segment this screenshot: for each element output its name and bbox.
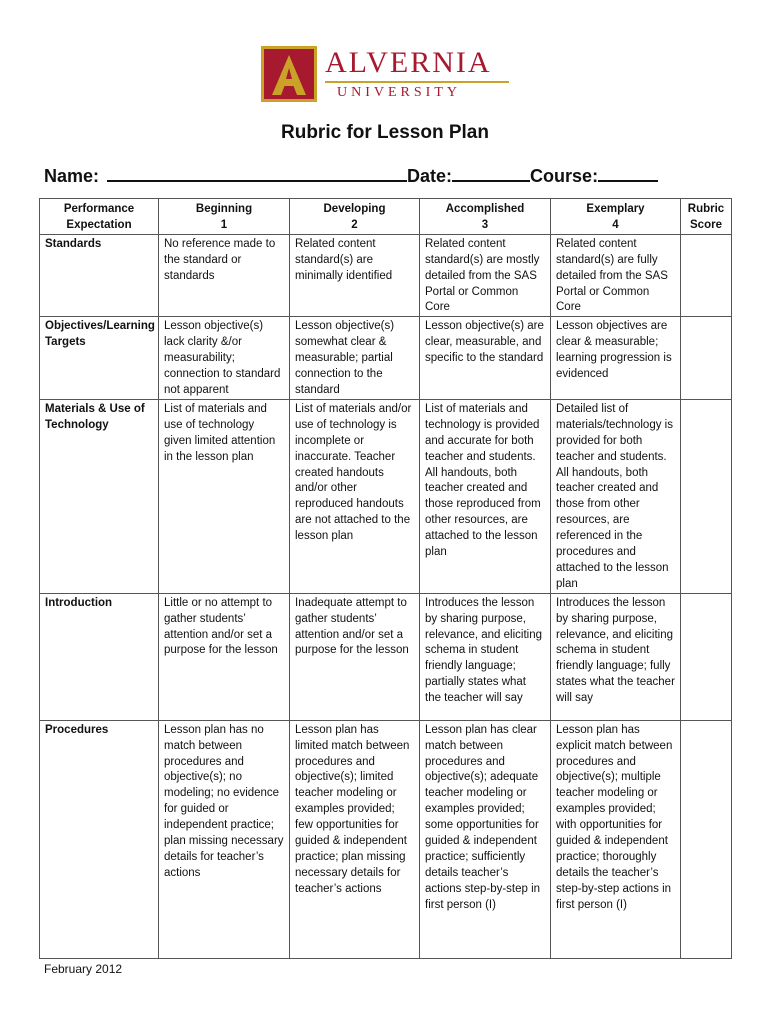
- cell-exemplary: Lesson objectives are clear & measurable; learning progression is evidenced: [551, 317, 681, 400]
- name-label: Name:: [44, 166, 100, 186]
- cell-beginning: No reference made to the standard or standards: [159, 234, 290, 317]
- logo-rule: [325, 81, 509, 83]
- cell-accomplished: Related content standard(s) are mostly detailed from the SAS Portal or Common Core: [420, 234, 551, 317]
- page-title: Rubric for Lesson Plan: [281, 122, 489, 143]
- date-field[interactable]: [452, 162, 530, 182]
- university-logo: [261, 46, 511, 104]
- date-label: Date:: [407, 166, 453, 186]
- cell-developing: Lesson objective(s) somewhat clear & measurable; partial connection to the standard: [290, 317, 420, 400]
- logo-name: ALVERNIA: [325, 46, 492, 79]
- logo-subtitle: UNIVERSITY: [337, 85, 461, 100]
- header-beginning: Beginning 1: [159, 199, 290, 235]
- footer-date: February 2012: [44, 962, 123, 976]
- cell-developing: Inadequate attempt to gather students’ attention and/or set a purpose for the lesson: [290, 593, 420, 720]
- table-row: [40, 317, 732, 400]
- cell-exemplary: Lesson plan has explicit match between procedures and objective(s); multiple teacher modeling or examples provided; with opportunities for guided & independent practice; thoroughly details the teacher’s step-by-step actions in first person (I): [551, 720, 681, 958]
- logo-a-mark-icon: [261, 46, 317, 102]
- name-field[interactable]: [107, 162, 407, 182]
- cell-developing: List of materials and/or use of technology is incomplete or inaccurate. Teacher created handouts and/or other reproduced handouts are not attached to the lesson plan: [290, 399, 420, 593]
- cell-accomplished: Lesson plan has clear match between procedures and objective(s); adequate teacher modeling or examples provided; some opportunities for guided & independent practice; sufficiently details teacher’s actions step-by-step in first person (I): [420, 720, 551, 958]
- score-cell[interactable]: [681, 234, 732, 317]
- header-exemplary: Exemplary 4: [551, 199, 681, 235]
- cell-accomplished: List of materials and technology is provided and accurate for both teacher and students. All handouts, both teacher created and those reproduced from other resources, are attached to the lesson plan: [420, 399, 551, 593]
- header-developing: Developing 2: [290, 199, 420, 235]
- cell-beginning: Lesson objective(s) lack clarity &/or measurability; connection to standard not apparent: [159, 317, 290, 400]
- cell-developing: Related content standard(s) are minimally identified: [290, 234, 420, 317]
- cell-beginning: Lesson plan has no match between procedures and objective(s); no modeling; no evidence for guided or independent practice; plan missing necessary details for teacher’s actions: [159, 720, 290, 958]
- header-rubric-score: Rubric Score: [681, 199, 732, 235]
- cell-exemplary: Introduces the lesson by sharing purpose, relevance, and eliciting schema in student friendly language; fully states what the teacher will say: [551, 593, 681, 720]
- cell-developing: Lesson plan has limited match between procedures and objective(s); limited teacher modeling or examples provided; few opportunities for guided & independent practice; plan missing necessary details for teacher’s actions: [290, 720, 420, 958]
- score-cell[interactable]: [681, 720, 732, 958]
- row-label: Objectives/Learning Targets: [40, 317, 159, 400]
- table-row: [40, 399, 732, 593]
- row-label: Standards: [40, 234, 159, 317]
- cell-accomplished: Introduces the lesson by sharing purpose, relevance, and eliciting schema in student friendly language; partially states what the teacher will say: [420, 593, 551, 720]
- header-performance: Performance Expectation: [40, 199, 159, 235]
- table-row: [40, 720, 732, 958]
- row-label: Introduction: [40, 593, 159, 720]
- cell-beginning: Little or no attempt to gather students’ attention and/or set a purpose for the lesson: [159, 593, 290, 720]
- table-row: [40, 593, 732, 720]
- score-cell[interactable]: [681, 317, 732, 400]
- score-cell[interactable]: [681, 399, 732, 593]
- course-field[interactable]: [598, 162, 658, 182]
- cell-beginning: List of materials and use of technology given limited attention in the lesson plan: [159, 399, 290, 593]
- cell-exemplary: Detailed list of materials/technology is provided for both teacher and students. All handouts, both teacher created and those from other resources, are referenced in the procedures and attached to the lesson plan: [551, 399, 681, 593]
- form-line: [44, 162, 658, 187]
- rubric-table: [39, 198, 732, 959]
- cell-exemplary: Related content standard(s) are fully detailed from the SAS Portal or Common Core: [551, 234, 681, 317]
- score-cell[interactable]: [681, 593, 732, 720]
- cell-accomplished: Lesson objective(s) are clear, measurable, and specific to the standard: [420, 317, 551, 400]
- header-accomplished: Accomplished 3: [420, 199, 551, 235]
- header-row: [40, 199, 732, 235]
- course-label: Course:: [530, 166, 599, 186]
- row-label: Materials & Use of Technology: [40, 399, 159, 593]
- row-label: Procedures: [40, 720, 159, 958]
- table-row: [40, 234, 732, 317]
